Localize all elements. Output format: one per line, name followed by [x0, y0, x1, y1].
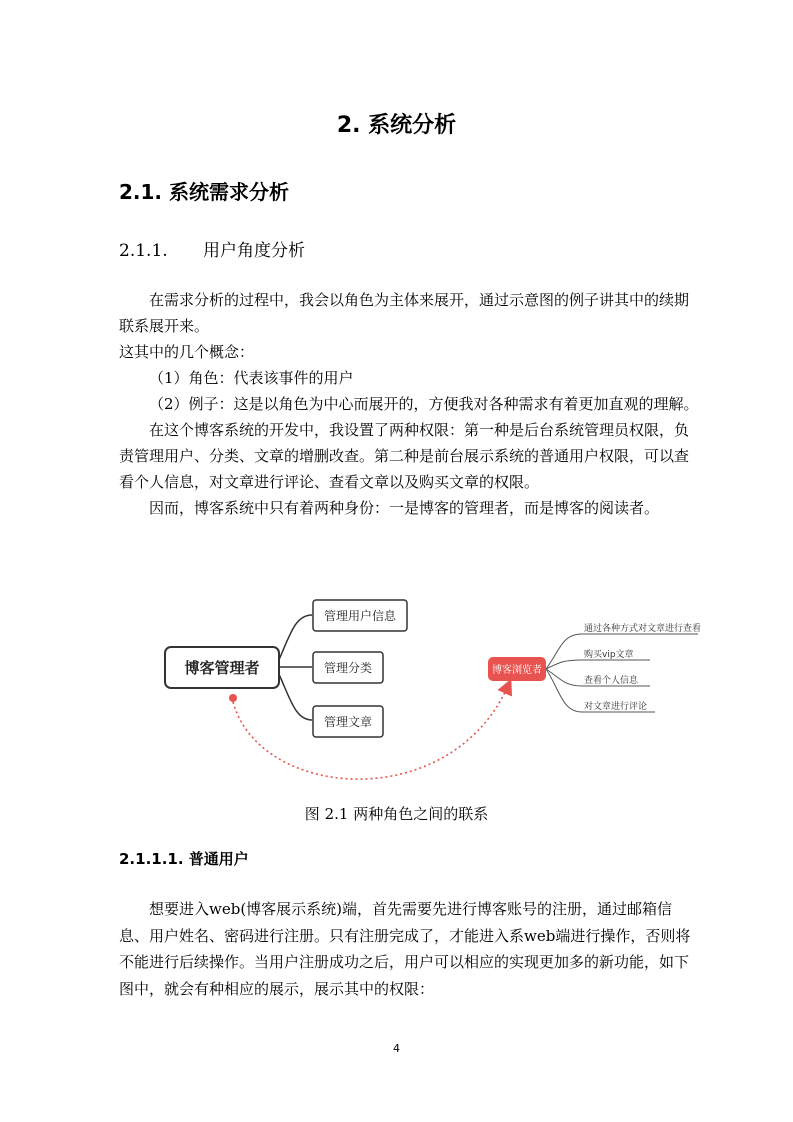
heading-3	[119, 236, 305, 261]
paragraph: （1）角色：代表该事件的用户	[149, 369, 354, 387]
admin-child-label: 管理文章	[323, 715, 373, 729]
heading-4: 2.1.1.1. 普通用户	[119, 850, 249, 868]
heading-3-number: 2.1.1.	[119, 241, 168, 261]
connector-line	[278, 672, 312, 720]
section-1-body	[119, 287, 701, 521]
section-2-body	[119, 896, 701, 1002]
paragraph: 想要进入web(博客展示系统)端，首先需要先进行博客账号的注册，通过邮箱信息、用户姓名、密码进行注册。只有注册完成了，才能进入系web端进行操作，否则将不能进行后续操作。当用户注册成功之后，用户可以相应的实现更加多的新功能，如下图中，就会有种相应的展示，展示其中的权限：	[119, 900, 691, 998]
paragraph: 这其中的几个概念：	[119, 343, 255, 361]
paragraph: 在需求分析的过程中，我会以角色为主体来展开，通过示意图的例子讲其中的续期联系展开来。	[119, 291, 690, 335]
connector-line	[278, 615, 312, 662]
reader-node-label: 博客浏览者	[492, 665, 542, 676]
heading-2: 2.1. 系统需求分析	[119, 180, 289, 204]
reader-child-label: 通过各种方式对文章进行查看	[584, 624, 702, 634]
roles-diagram	[150, 590, 710, 790]
paragraph: 因而，博客系统中只有着两种身份：一是博客的管理者，而是博客的阅读者。	[149, 499, 660, 517]
connector-line	[546, 660, 650, 669]
heading-1: 2. 系统分析	[336, 113, 457, 138]
reader-child-label: 购买vip文章	[584, 650, 634, 660]
arc-start-dot	[229, 694, 237, 702]
reader-child-label: 对文章进行评论	[584, 702, 648, 712]
page-number: 4	[393, 1042, 400, 1055]
paragraph: （2）例子：这是以角色为中心而展开的，方便我对各种需求有着更加直观的理解。	[149, 395, 699, 413]
heading-3-title: 用户角度分析	[203, 241, 305, 261]
admin-child-label: 管理用户信息	[323, 609, 397, 623]
figure-caption: 图 2.1 两种角色之间的联系	[304, 805, 489, 823]
admin-node-label: 博客管理者	[184, 659, 260, 677]
admin-child-label: 管理分类	[323, 661, 373, 675]
paragraph: 在这个博客系统的开发中，我设置了两种权限：第一种是后台系统管理员权限，负责管理用户、分类、文章的增删改查。第二种是前台展示系统的普通用户权限，可以查看个人信息，对文章进行评论、查看文章以及购买文章的权限。	[119, 421, 690, 491]
reader-child-label: 查看个人信息	[584, 676, 639, 686]
